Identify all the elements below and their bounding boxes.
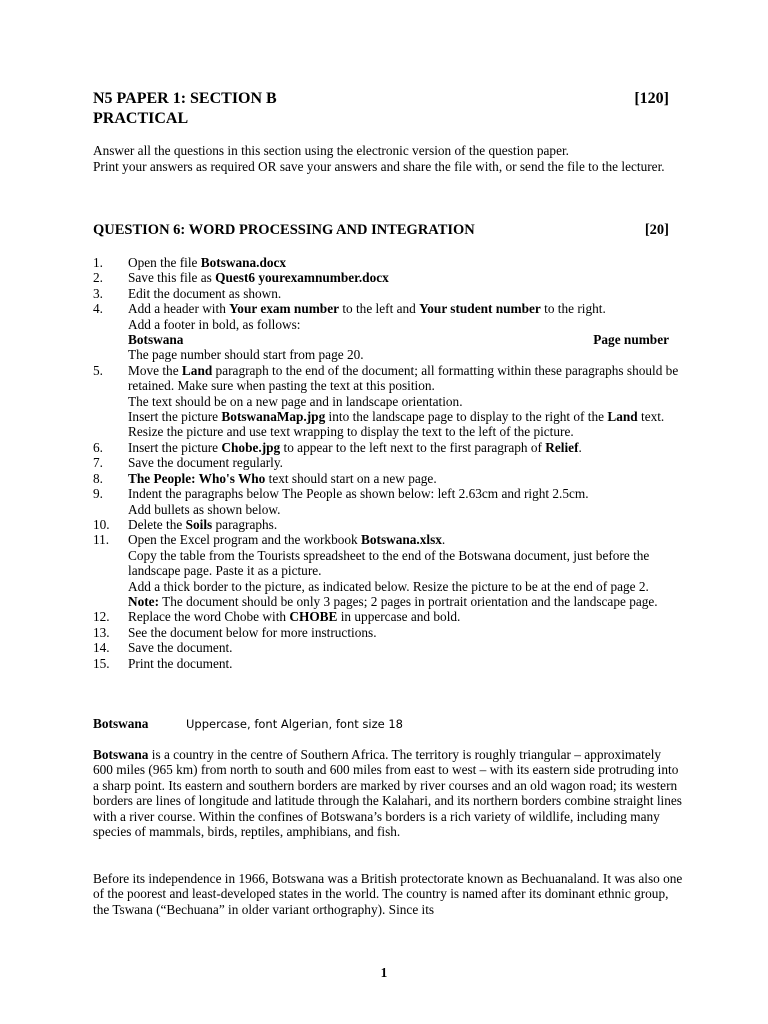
footer-instruction: Add a footer in bold, as follows: (128, 316, 301, 332)
instructions-line2: Print your answers as required OR save your answers and share the file with, or send the file to the lecturer. (93, 159, 665, 174)
paragraph-1: Botswana is a country in the centre of Southern Africa. The territory is roughly triangular – approximately 600 miles (965 km) from north to south and 600 miles from east to west – with its eastern side protruding into a sharp point. Its eastern and southern borders are marked by river courses and an old wagon road; its western borders are lines of longitude and latitude through the Kalahari, and its northern borders combine straight lines with a river course. Within the confines of Botswana’s borders is a rich variety of wildlife, including many species of mammals, birds, reptiles, amphibians, and fish. (93, 747, 682, 840)
formatting-note: Uppercase, font Algerian, font size 18 (186, 717, 403, 731)
total-marks: [120] (634, 90, 669, 107)
document-heading (93, 716, 683, 732)
list-item: 8. The People: Who's Who text should start on a new page. (93, 470, 437, 486)
list-item: 2. Save this file as Quest6 yourexamnumber.docx (93, 270, 389, 286)
section-subtitle: PRACTICAL (93, 110, 189, 127)
note: Note: The document should be only 3 pages; 2 pages in portrait orientation and the landscape page. (128, 593, 658, 609)
question-heading (93, 222, 669, 239)
instructions-line1: Answer all the questions in this section using the electronic version of the question paper. (93, 143, 569, 158)
question-marks: [20] (644, 222, 669, 238)
paper-title (93, 89, 669, 108)
list-item: 6. Insert the picture Chobe.jpg to appear to the left next to the first paragraph of Relief. (93, 439, 582, 455)
list-item: 3. Edit the document as shown. (93, 285, 282, 301)
page-start-note: The page number should start from page 20. (128, 347, 364, 363)
list-item: 7. Save the document regularly. (93, 455, 283, 471)
instructions (93, 143, 683, 175)
list-item: 14. Save the document. (93, 640, 233, 656)
list-item: 9. Indent the paragraphs below The People as shown below: left 2.63cm and right 2.5cm. (93, 486, 589, 502)
steps-list: 1. Open the file Botswana.docx 2. Save this file as Quest6 yourexamnumber.docx 3. Edit the document as shown. 4. Add a header with Your exam number to the left and Your student number to the right. Add a footer in bold, as follows: Botswana Page number The page number should start from page 20. 5. Move the Land paragraph to the end of the document; all formatting within these paragraphs should be retained. Make sure when pasting the text at this position. The text should be on a new page and in landscape orientation. Insert the picture BotswanaMap.jpg into the landscape page to display to the right of the Land text. Resize the picture and use text wrapping to display the text to the left of the picture. 6. Insert the picture Chobe.jpg to appear to the left next to the first paragraph of Relief. 7. Save the document regularly. 8. The People: Who's Who text should start on a new page. 9. Indent the paragraphs below The People as shown below: left 2.63cm and right 2.5cm. Add bullets as shown below. 10. Delete the Soils paragraphs. 11. Open the Excel program and the workbook Botswana.xlsx. Copy the table from the Tourists spreadsheet to the end of the Botswana document, just before the landscape page. Paste it as a picture. Add a thick border to the picture, as indicated below. Resize the picture to be at the end of page 2. Note: The document should be only 3 pages; 2 pages in portrait orientation and the landscape page. 12. Replace the word Chobe with CHOBE in uppercase and bold. 13. See the document below for more instructions. 14. Save the document. 15. Print the document. (93, 255, 683, 671)
footer-example: Botswana Page number (128, 332, 669, 348)
list-item: 1. Open the file Botswana.docx (93, 255, 287, 270)
list-item: 5. Move the Land paragraph to the end of the document; all formatting within these paragraphs should be retained. Make sure when pasting the text at this position. (93, 362, 679, 394)
list-item: 13. See the document below for more instructions. (93, 624, 377, 640)
page-number: 1 (380, 965, 388, 980)
document-title: Botswana (93, 716, 149, 731)
list-item: 4. Add a header with Your exam number to the left and Your student number to the right. (93, 301, 606, 317)
paragraph-2: Before its independence in 1966, Botswana was a British protectorate known as Bechuanaland. It was also one of the poorest and least-developed states in the world. The country is named after its dominant ethnic group, the Tswana (“Bechuana” in older variant orthography). Since its (93, 871, 683, 917)
question-title: QUESTION 6: WORD PROCESSING AND INTEGRATION (93, 222, 475, 238)
list-item: 12. Replace the word Chobe with CHOBE in uppercase and bold. (93, 609, 461, 625)
list-item: 15. Print the document. (93, 655, 233, 671)
paper-title-line1: N5 PAPER 1: SECTION B (93, 90, 277, 107)
list-item: 10. Delete the Soils paragraphs. (93, 516, 278, 532)
list-item: 11. Open the Excel program and the workbook Botswana.xlsx. (93, 532, 446, 548)
